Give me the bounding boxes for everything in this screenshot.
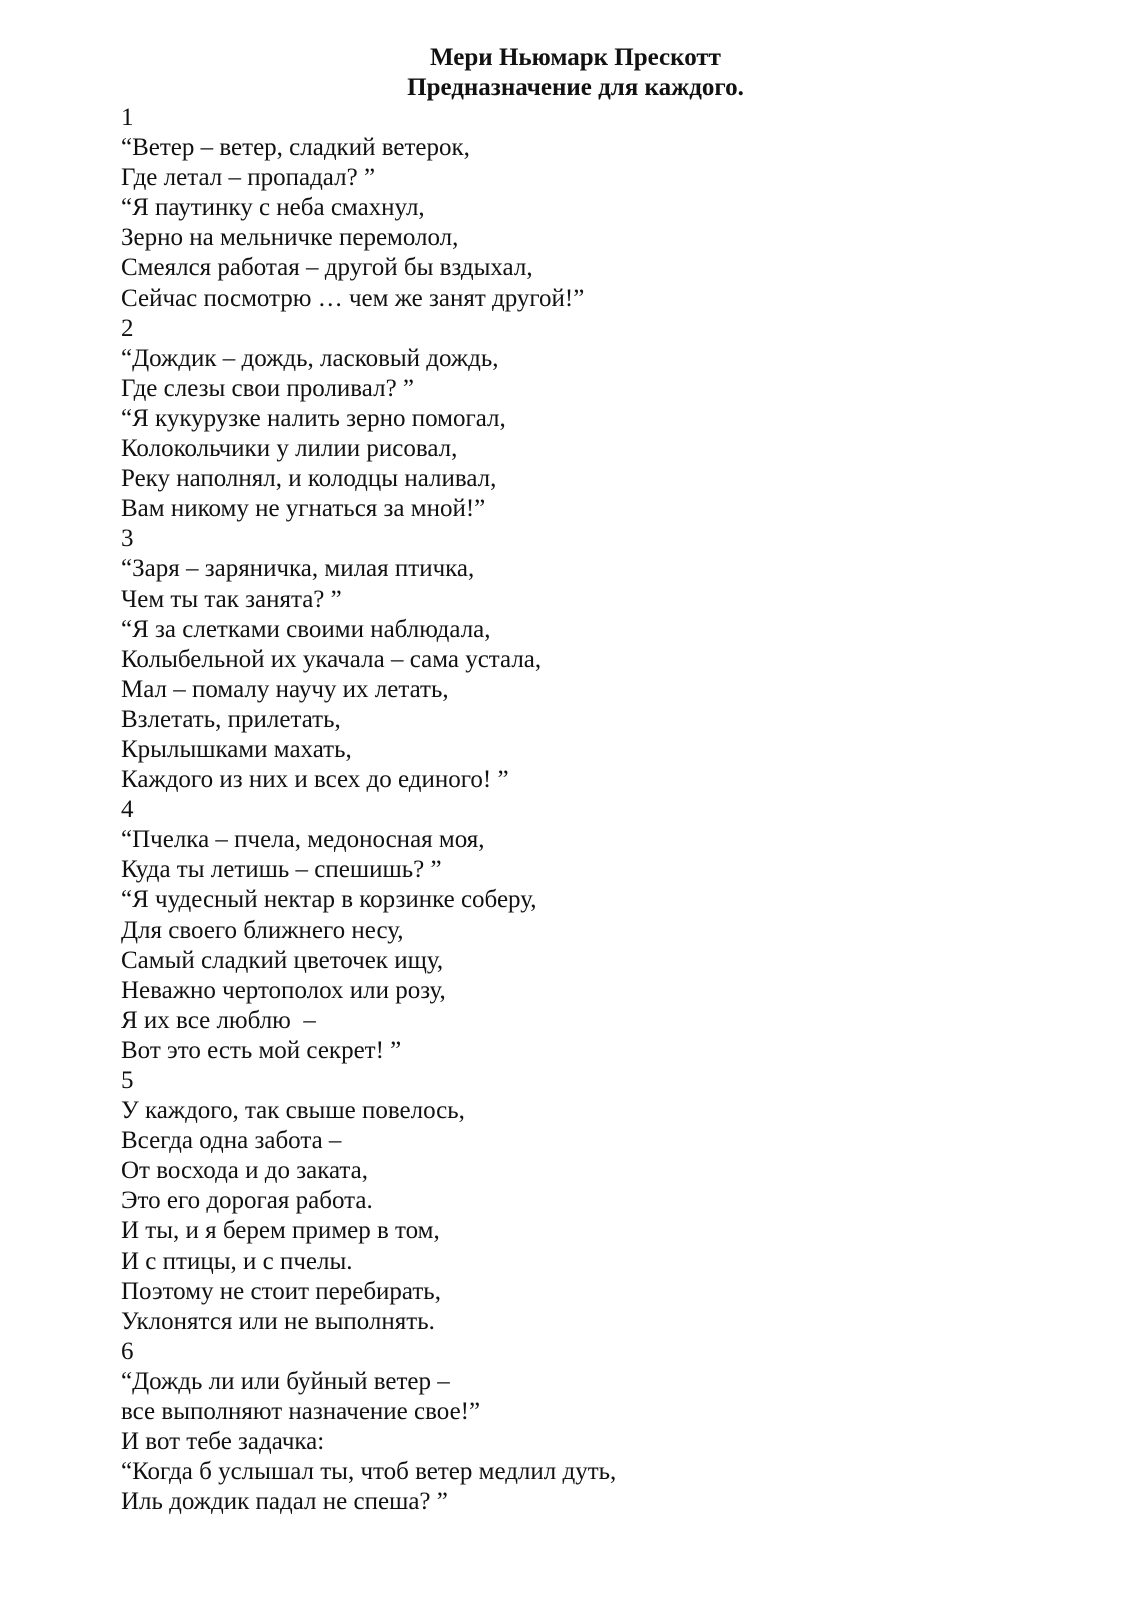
poem-line: Вам никому не угнаться за мной!”: [121, 495, 486, 523]
poem-line: “Дождь ли или буйный ветер –: [121, 1367, 450, 1395]
poem-line: Мал – помалу научу их летать,: [121, 675, 449, 703]
poem-line: Каждого из них и всех до единого! ”: [121, 766, 509, 794]
poem-line: Взлетать, прилетать,: [121, 705, 341, 733]
poem-line: И ты, и я берем пример в том,: [121, 1217, 440, 1245]
poem-line: все выполняют назначение свое!”: [121, 1398, 481, 1426]
poem-line: 4: [121, 796, 134, 824]
poem-title: Предназначение для каждого.: [407, 74, 744, 101]
poem-line: “Когда б услышал ты, чтоб ветер медлил дуть,: [121, 1458, 617, 1486]
document-header: [0, 43, 1131, 103]
poem-line: “Ветер – ветер, сладкий ветерок,: [121, 134, 470, 162]
poem-line: Где слезы свои проливал? ”: [121, 374, 415, 402]
poem-line: Реку наполнял, и колодцы наливал,: [121, 465, 497, 493]
poem-line: Поэтому не стоит перебирать,: [121, 1277, 441, 1305]
author-name: Мери Ньюмарк Прескотт: [430, 44, 721, 71]
poem-line: “Я чудесный нектар в корзинке соберу,: [121, 886, 537, 914]
poem-line: И вот тебе задачка:: [121, 1428, 325, 1456]
poem-line: Уклонятся или не выполнять.: [121, 1307, 435, 1335]
poem-line: От восхода и до заката,: [121, 1157, 369, 1185]
poem-line: Смеялся работая – другой бы вздыхал,: [121, 254, 533, 282]
poem-line: Самый сладкий цветочек ищу,: [121, 946, 444, 974]
poem-line: И с птицы, и с пчелы.: [121, 1247, 353, 1275]
poem-line: 3: [121, 525, 134, 553]
poem-line: Всегда одна забота –: [121, 1127, 342, 1155]
poem-line: Где летал – пропадал? ”: [121, 164, 376, 192]
poem-line: “Заря – заряничка, милая птичка,: [121, 555, 475, 583]
poem-line: Куда ты летишь – спешишь? ”: [121, 856, 442, 884]
poem-line: Сейчас посмотрю … чем же занят другой!”: [121, 284, 585, 312]
poem-line: Колокольчики у лилии рисовал,: [121, 435, 458, 463]
poem-line: Для своего ближнего несу,: [121, 916, 404, 944]
poem-line: Чем ты так занята? ”: [121, 585, 342, 613]
poem-line: 1: [121, 104, 134, 131]
poem-line: “Я кукурузке налить зерно помогал,: [121, 404, 506, 432]
poem-line: “Я за слетками своими наблюдала,: [121, 615, 491, 643]
poem-line: Я их все люблю –: [121, 1006, 316, 1034]
poem-line: 2: [121, 314, 134, 342]
poem-body: [121, 103, 616, 1517]
poem-line: 6: [121, 1337, 134, 1365]
poem-line: Колыбельной их укачала – сама устала,: [121, 645, 542, 673]
poem-line: Иль дождик падал не спеша? ”: [121, 1488, 448, 1516]
poem-line: 5: [121, 1067, 134, 1094]
poem-line: “Дождик – дождь, ласковый дождь,: [121, 344, 499, 372]
poem-line: У каждого, так свыше повелось,: [121, 1097, 465, 1125]
poem-line: Это его дорогая работа.: [121, 1187, 373, 1215]
poem-line: Крылышками махать,: [121, 735, 352, 763]
poem-line: “Пчелка – пчела, медоносная моя,: [121, 826, 485, 854]
poem-line: “Я паутинку с неба смахнул,: [121, 194, 425, 222]
poem-line: Неважно чертополох или розу,: [121, 976, 446, 1004]
poem-line: Вот это есть мой секрет! ”: [121, 1036, 402, 1064]
poem-line: Зерно на мельничке перемолол,: [121, 224, 459, 252]
